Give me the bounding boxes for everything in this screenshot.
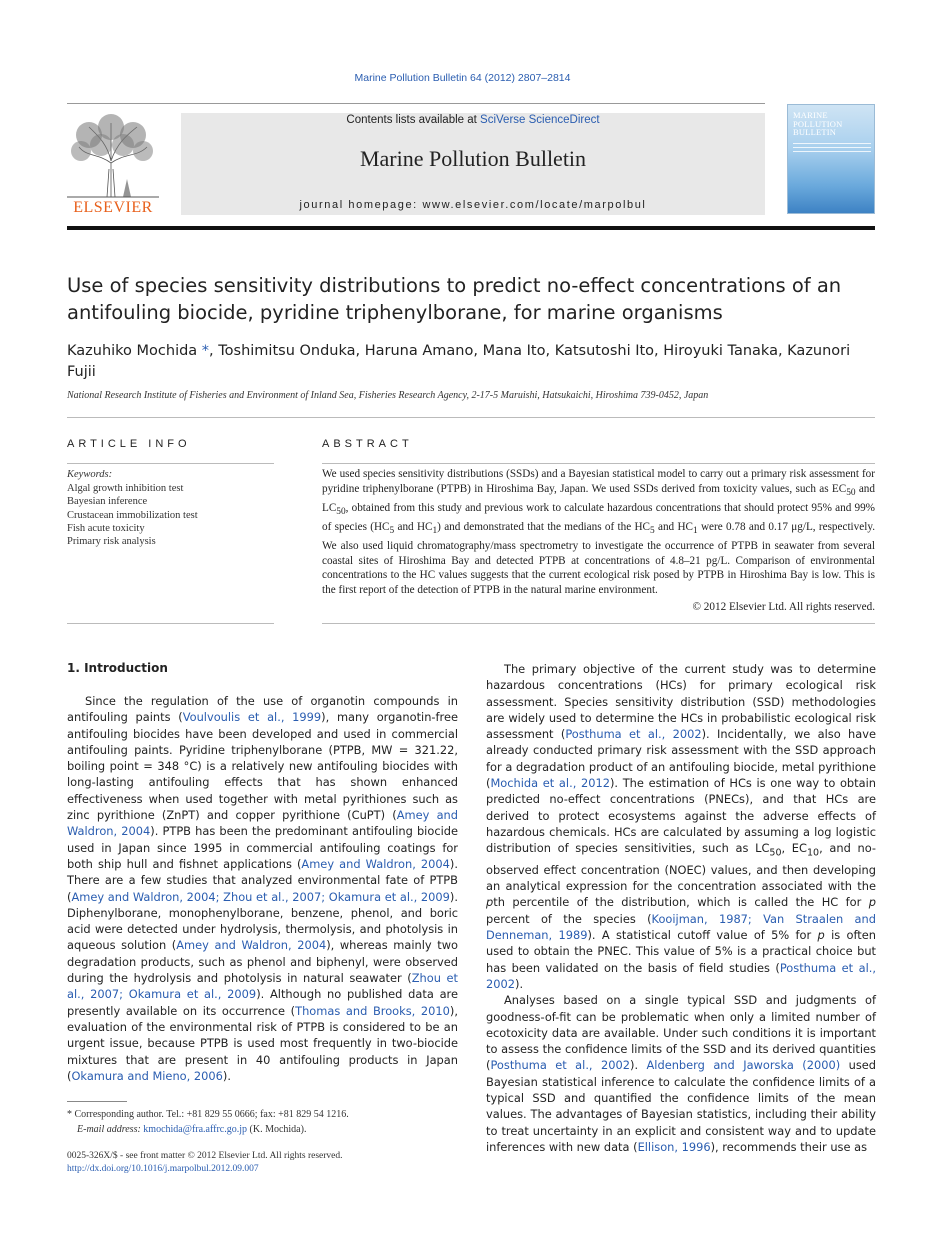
citation-link[interactable]: Thomas and Brooks, 2010 xyxy=(295,1003,450,1018)
page-footer xyxy=(67,1150,567,1176)
citation-link[interactable]: Posthuma et al., 2002 xyxy=(565,727,702,742)
keyword: Algal growth inhibition test xyxy=(67,483,184,494)
citation-link[interactable]: Voulvoulis et al., 1999 xyxy=(182,710,322,725)
issn-line: 0025-326X/$ - see front matter © 2012 Elsevier Ltd. All rights reserved. xyxy=(67,1151,343,1161)
contents-line xyxy=(181,114,765,126)
article-info-bottom-rule xyxy=(67,623,274,624)
paragraph: Analyses based on a single typical SSD and judgments of goodness-of-fit can be problematic when only a limited number of ecotoxicity data are available. Under such conditions it is important to assess the confidence limits of the SSD and its derived quantities (Posthuma et al., 2002). Aldenberg and Jaworska (2000) used Bayesian statistical inference to calculate the confidence limits of a typical SSD and quantified the confidence limits of the mean values. The advantages of Bayesian statistics, including their ability to treat uncertainty in an explicit and consistent way and to update inferences with new data (Ellison, 1996), recommends their use as xyxy=(486,993,876,1154)
author-list xyxy=(67,341,867,383)
keyword: Primary risk analysis xyxy=(67,536,156,548)
corresponding-author-note: * Corresponding author. Tel.: +81 829 55 0666; fax: +81 829 54 1216. xyxy=(67,1109,349,1120)
abstract-copyright: © 2012 Elsevier Ltd. All rights reserved. xyxy=(692,601,875,613)
keyword: Bayesian inference xyxy=(67,496,148,508)
keyword: Fish acute toxicity xyxy=(67,522,145,534)
citation-link[interactable]: Zhou et al., 2007; Okamura et al., 2009 xyxy=(67,971,458,1002)
paragraph: Since the regulation of the use of organotin compounds in antifouling paints (Voulvoulis et al., 1999), many organotin-free antifouling biocides have been developed and used in commercial antifouling paints. Pyridine triphenylborane (PTPB, MW = 321.22, boiling point = 348 °C) is a relatively new antifouling biocides with long-lasting antifouling effects that has shown enhanced effectiveness when used together with metal pyrithiones such as zinc pyrithione (ZnPT) and copper pyrithione (CuPT) (Amey and Waldron, 2004). PTPB has been the predominant antifouling biocide used in Japan since 1995 in commercial antifouling coatings for both ship hull and fishnet applications (Amey and Waldron, 2004). There are a few studies that analyzed environmental fate of PTPB (Amey and Waldron, 2004; Zhou et al., 2007; Okamura et al., 2009). Diphenylborane, monophenylborane, benzene, phenol, and boric acid were detected under hydrolysis, thermolysis, and photolysis in aqueous solution (Amey and Waldron, 2004), whereas mainly two degradation products, such as phenol and biphenyl, were observed during the hydrolysis and photolysis in natural seawater (Zhou et al., 2007; Okamura et al., 2009). Although no published data are presently available on its occurrence (Thomas and Brooks, 2010), evaluation of the environmental risk of PTPB is considered to be an urgent issue, because PTPB is used most frequently in two-biocide mixtures that are present in 40 antifouling products in Japan (Okamura and Mieno, 2006). xyxy=(67,694,458,1083)
journal-banner xyxy=(181,113,765,215)
citation-link[interactable]: Mochida et al., 2012 xyxy=(490,776,610,791)
cover-decoration xyxy=(793,143,871,157)
article-info-rule xyxy=(67,463,274,464)
citation-link[interactable]: Ellison, 1996 xyxy=(637,1139,711,1154)
keyword: Crustacean immobilization test xyxy=(67,509,198,521)
citation-link[interactable]: Amey and Waldron, 2004 xyxy=(67,808,458,839)
citation-link[interactable]: Amey and Waldron, 2004; Zhou et al., 2007; Okamura et al., 2009 xyxy=(71,889,450,904)
elsevier-wordmark: ELSEVIER xyxy=(73,199,153,216)
article-title: Use of species sensitivity distributions to predict no-effect concentrations of an antifouling biocide, pyridine triphenylborane, for marine organisms xyxy=(67,274,842,324)
corresponding-author-marker[interactable]: * xyxy=(201,343,210,359)
article-info-heading: ARTICLE INFO xyxy=(67,438,191,450)
sciverse-link[interactable]: SciVerse ScienceDirect xyxy=(480,114,600,126)
journal-homepage[interactable]: journal homepage: www.elsevier.com/locate/marpolbul xyxy=(299,199,647,211)
doi-link[interactable]: http://dx.doi.org/10.1016/j.marpolbul.2012.09.007 xyxy=(67,1164,259,1174)
abstract-rule xyxy=(322,463,875,464)
header-thick-rule xyxy=(67,226,875,230)
section-heading-introduction: 1. Introduction xyxy=(67,661,168,675)
footnote-rule xyxy=(67,1101,127,1102)
journal-citation[interactable]: Marine Pollution Bulletin 64 (2012) 2807–2814 xyxy=(354,72,571,84)
journal-name: Marine Pollution Bulletin xyxy=(359,146,587,171)
abstract-heading: ABSTRACT xyxy=(322,438,413,450)
other-authors: , Toshimitsu Onduka, Haruna Amano, Mana Ito, Katsutoshi Ito, Hiroyuki Tanaka, Kazunori Fujii xyxy=(67,343,851,380)
affiliation: National Research Institute of Fisheries and Environment of Inland Sea, Fisheries Research Agency, 2-17-5 Maruishi, Hatsukaichi, Hiroshima 739-0452, Japan xyxy=(67,390,709,401)
citation-link[interactable]: Aldenberg and Jaworska (2000) xyxy=(646,1058,841,1073)
affiliation-rule xyxy=(67,417,875,418)
abstract-text: We used species sensitivity distributions (SSDs) and a Bayesian statistical model to carry out a primary risk assessment for pyridine triphenylborane (PTPB) in Hiroshima Bay, Japan. We used SSDs derived from toxicity values, such as $EC_{50}$ and $LC_{50}$, obtained from this study and previous work to calculate hazardous concentrations that should protect 95% and 99% of species ($HC_5$ and $HC_1$) and demonstrated that the medians of the $HC_5$ and $HC_1$ were 0.78 and 0.17 μg/L, respectively. We also used liquid chromatography/mass spectrometry to investigate the occurrence of PTPB in seawater from several coastal sites of Hiroshima Bay and detected PTPB at concentrations of 4.8–21 pg/L. Comparison of environmental concentrations to the HC values suggests that the current ecological risk posed by PTPB in Hiroshima Bay is low. This is the first report of the detection of PTPB in the natural marine environment. xyxy=(322,468,875,597)
paragraph: The primary objective of the current study was to determine hazardous concentrations (HCs) for primary ecological risk assessment. Species sensitivity distribution (SSD) methodologies are widely used to determine the HCs in probabilistic ecological risk assessment (Posthuma et al., 2002). Incidentally, we also have already conducted primary risk assessment with the SSD approach for a degradation product of an antifouling biocide, metal pyrithione (Mochida et al., 2012). The estimation of HCs is one way to obtain predicted no-effect concentrations (PNECs), and that HCs are derived to protect ecosystems against the adverse effects of hazardous chemicals. HCs are calculated by assuming a log logistic distribution of species sensitivities, such as $LC_{50}$, $EC_{10}$, and no-observed effect concentration (NOEC) values, and then developing an analytical expression for the concentration associated with the pth percentile of the distribution, which is called the HC for p percent of the species (Kooijman, 1987; Van Straalen and Denneman, 1989). A statistical cutoff value of 5% for p is often used to obtain the PNEC. This value of 5% is a practical choice but has been validated on the basis of field studies (Posthuma et al., 2002). xyxy=(486,662,876,991)
abstract-bottom-rule xyxy=(322,623,875,624)
keywords-list xyxy=(67,482,198,548)
contents-prefix: Contents lists available at xyxy=(346,114,481,126)
journal-cover-image xyxy=(787,104,875,214)
corresponding-footnote xyxy=(67,1107,458,1137)
email-line: E-mail address: kmochida@fra.affrc.go.jp (K. Mochida). xyxy=(77,1124,307,1135)
citation-link[interactable]: Kooijman, 1987; Van Straalen and Denneman, 1989 xyxy=(486,911,876,943)
left-column xyxy=(67,693,458,1084)
citation-link[interactable]: Amey and Waldron, 2004 xyxy=(301,856,450,871)
citation-link[interactable]: Okamura and Mieno, 2006 xyxy=(71,1068,223,1083)
citation-link[interactable]: Posthuma et al., 2002 xyxy=(486,960,876,991)
right-column xyxy=(486,661,876,1155)
keywords-label: Keywords: xyxy=(67,469,113,480)
first-author: Kazuhiko Mochida xyxy=(67,343,198,359)
citation-link[interactable]: Posthuma et al., 2002 xyxy=(490,1058,630,1073)
header-rule xyxy=(67,103,765,104)
email-link[interactable]: kmochida@fra.affrc.go.jp xyxy=(143,1124,248,1135)
citation-link[interactable]: Amey and Waldron, 2004 xyxy=(176,938,327,953)
cover-title: MARINE POLLUTION BULLETIN xyxy=(793,110,843,137)
